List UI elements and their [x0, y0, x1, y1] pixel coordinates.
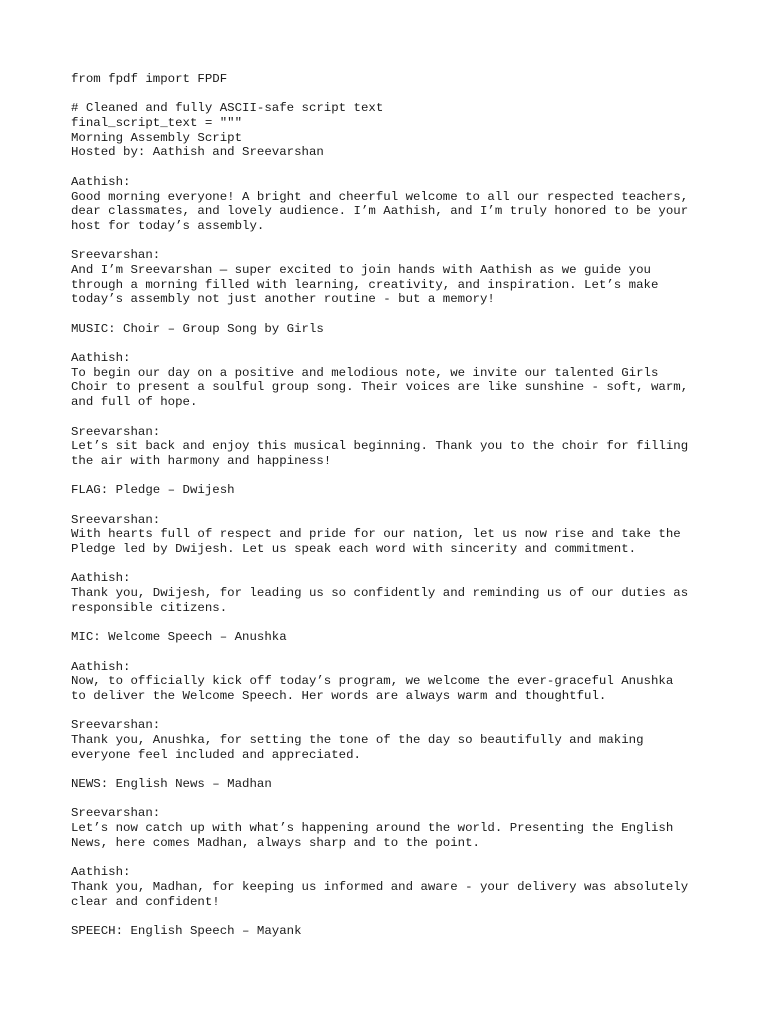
text-line: Aathish:: [71, 571, 131, 586]
text-line: With hearts full of respect and pride for our nation, let us now rise and take the: [71, 527, 681, 542]
text-line: Sreevarshan:: [71, 512, 161, 527]
text-line: from fpdf import FPDF: [71, 72, 228, 86]
blank-line: [71, 850, 721, 865]
text-line: Now, to officially kick off today’s program, we welcome the ever-graceful Anushka: [71, 674, 674, 689]
text-line: the air with harmony and happiness!: [71, 453, 332, 468]
blank-line: [71, 87, 721, 102]
blank-line: [71, 909, 721, 924]
text-line: Let’s now catch up with what’s happening around the world. Presenting the English: [71, 821, 674, 836]
blank-line: [71, 615, 721, 630]
text-line: FLAG: Pledge – Dwijesh: [71, 483, 235, 498]
text-line: Aathish:: [71, 659, 131, 674]
text-line: Aathish:: [71, 351, 131, 366]
blank-line: [71, 234, 721, 249]
blank-line: [71, 704, 721, 719]
text-line: Let’s sit back and enjoy this musical beginning. Thank you to the choir for filling: [71, 439, 689, 454]
blank-line: [71, 469, 721, 484]
text-line: And I’m Sreevarshan — super excited to join hands with Aathish as we guide you: [71, 262, 651, 277]
blank-line: [71, 792, 721, 807]
text-line: NEWS: English News – Madhan: [71, 777, 272, 791]
text-line: Aathish:: [71, 865, 131, 880]
text-line: Hosted by: Aathish and Sreevarshan: [71, 145, 324, 160]
text-line: Thank you, Dwijesh, for leading us so confidently and reminding us of our duties as: [71, 586, 689, 601]
text-line: clear and confident!: [71, 894, 220, 909]
blank-line: [71, 336, 721, 351]
blank-line: [71, 762, 721, 777]
text-line: dear classmates, and lovely audience. I’m Aathish, and I’m truly honored to be your: [71, 204, 689, 219]
text-line: Sreevarshan:: [71, 248, 161, 263]
blank-line: [71, 645, 721, 660]
blank-line: [71, 557, 721, 572]
text-line: # Cleaned and fully ASCII-safe script text: [71, 101, 384, 116]
text-line: responsible citizens.: [71, 600, 228, 615]
text-line: Good morning everyone! A bright and cheerful welcome to all our respected teachers,: [71, 189, 689, 204]
text-line: MUSIC: Choir – Group Song by Girls: [71, 321, 324, 336]
text-line: Thank you, Anushka, for setting the tone of the day so beautifully and making: [71, 732, 644, 747]
text-line: host for today’s assembly.: [71, 218, 265, 233]
text-line: Sreevarshan:: [71, 718, 161, 733]
text-line: Morning Assembly Script: [71, 130, 243, 145]
blank-line: [71, 160, 721, 175]
text-line: Choir to present a soulful group song. Their voices are like sunshine - soft, warm,: [71, 380, 689, 395]
text-line: SPEECH: English Speech – Mayank: [71, 923, 302, 938]
text-line: everyone feel included and appreciated.: [71, 747, 361, 762]
text-line: Pledge led by Dwijesh. Let us speak each word with sincerity and commitment.: [71, 542, 637, 556]
text-line: Sreevarshan:: [71, 424, 161, 439]
text-line: MIC: Welcome Speech – Anushka: [71, 630, 287, 645]
blank-line: [71, 410, 721, 425]
text-line: and full of hope.: [71, 395, 198, 410]
text-line: Thank you, Madhan, for keeping us informed and aware - your delivery was absolutely: [71, 879, 689, 894]
text-line: News, here comes Madhan, always sharp and to the point.: [71, 835, 480, 850]
blank-line: [71, 307, 721, 322]
text-line: Sreevarshan:: [71, 806, 161, 821]
text-line: final_script_text = """: [71, 116, 243, 131]
text-line: To begin our day on a positive and melodious note, we invite our talented Girls: [71, 365, 659, 380]
text-line: today’s assembly not just another routine - but a memory!: [71, 292, 495, 307]
blank-line: [71, 498, 721, 513]
document-page: [71, 72, 721, 939]
text-line: Aathish:: [71, 174, 131, 189]
text-line: through a morning filled with learning, creativity, and inspiration. Let’s make: [71, 277, 659, 292]
text-line: to deliver the Welcome Speech. Her words are always warm and thoughtful.: [71, 688, 607, 703]
